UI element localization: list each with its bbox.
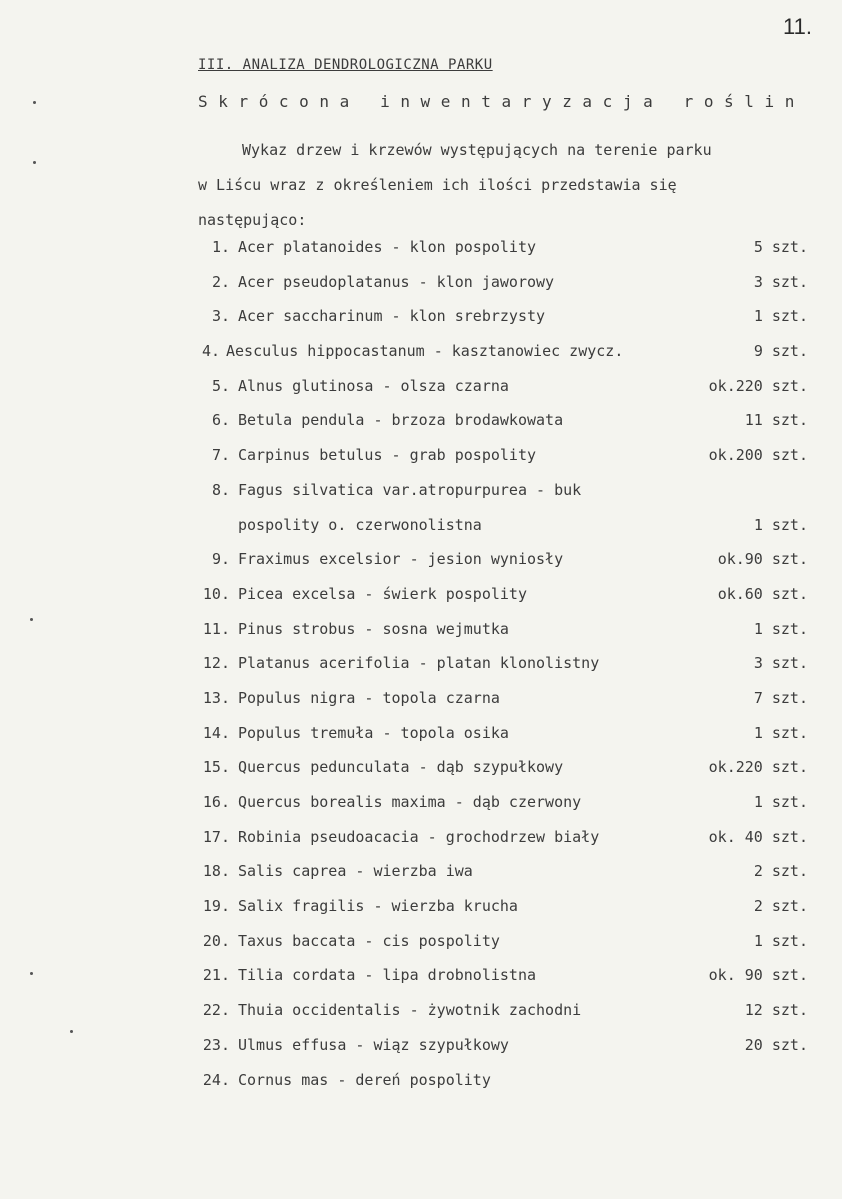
item-name: Populus nigra - topola czarna xyxy=(238,688,500,707)
item-name: Robinia pseudoacacia - grochodrzew biały xyxy=(238,827,600,846)
item-quantity: 9 szt. xyxy=(753,342,808,361)
item-quantity: ok.60 szt. xyxy=(717,584,808,603)
list-item xyxy=(0,516,842,551)
item-number: 9. xyxy=(211,550,230,569)
list-item xyxy=(0,585,842,620)
list-item xyxy=(0,550,842,585)
item-quantity: 1 szt. xyxy=(753,515,808,534)
list-item xyxy=(0,411,842,446)
list-item xyxy=(0,932,842,967)
item-quantity: 2 szt. xyxy=(753,897,808,916)
item-number: 19. xyxy=(202,897,230,916)
item-name: Betula pendula - brzoza brodawkowata xyxy=(238,411,564,430)
list-item xyxy=(0,273,842,308)
item-name: Salix fragilis - wierzba krucha xyxy=(238,897,518,916)
list-item xyxy=(0,238,842,273)
list-item xyxy=(0,1071,842,1106)
item-name: Acer pseudoplatanus - klon jaworowy xyxy=(238,272,555,291)
item-number: 21. xyxy=(202,966,230,985)
item-name: Alnus glutinosa - olsza czarna xyxy=(238,376,509,395)
list-item xyxy=(0,654,842,689)
item-name: Fraximus excelsior - jesion wyniosły xyxy=(238,550,564,569)
item-name: Populus tremuła - topola osika xyxy=(238,723,509,742)
item-name: pospolity o. czerwonolistna xyxy=(238,515,482,534)
item-number: 3. xyxy=(211,307,230,326)
item-quantity: 20 szt. xyxy=(744,1035,808,1054)
list-item xyxy=(0,307,842,342)
item-number: 5. xyxy=(211,376,230,395)
list-item xyxy=(0,620,842,655)
intro-line: następująco: xyxy=(198,211,307,229)
item-quantity: 3 szt. xyxy=(753,272,808,291)
item-quantity: 11 szt. xyxy=(744,411,808,430)
item-quantity: 1 szt. xyxy=(753,793,808,811)
item-number: 11. xyxy=(202,619,230,638)
item-quantity: ok.220 szt. xyxy=(708,758,808,777)
margin-speck xyxy=(33,161,36,164)
item-quantity: ok.200 szt. xyxy=(708,446,808,465)
list-item xyxy=(0,758,842,793)
plant-list xyxy=(0,238,842,1105)
item-quantity: 7 szt. xyxy=(753,688,808,707)
list-item xyxy=(0,897,842,932)
margin-speck xyxy=(30,972,33,975)
item-number: 4. xyxy=(201,342,220,361)
item-number: 10. xyxy=(202,584,230,603)
item-number: 6. xyxy=(211,411,230,430)
item-number: 14. xyxy=(202,723,230,742)
item-name: Ulmus effusa - wiąz szypułkowy xyxy=(238,1035,509,1054)
item-quantity: ok. 40 szt. xyxy=(708,827,808,846)
list-item xyxy=(0,862,842,897)
item-name: Thuia occidentalis - żywotnik zachodni xyxy=(238,1001,582,1020)
list-item xyxy=(0,377,842,412)
intro-paragraph xyxy=(198,133,798,238)
item-name: Acer platanoides - klon pospolity xyxy=(238,238,537,256)
item-name: Fagus silvatica var.atropurpurea - buk xyxy=(238,480,582,499)
item-quantity: ok.220 szt. xyxy=(708,376,808,395)
item-number: 17. xyxy=(202,827,230,846)
margin-speck xyxy=(30,618,33,621)
item-name: Quercus borealis maxima - dąb czerwony xyxy=(238,793,582,811)
list-item xyxy=(0,793,842,828)
list-item xyxy=(0,828,842,863)
item-quantity: 12 szt. xyxy=(744,1001,808,1020)
intro-line: w Liścu wraz z określeniem ich ilości przedstawia się xyxy=(198,176,677,194)
intro-line: Wykaz drzew i krzewów występujących na terenie parku xyxy=(242,141,712,159)
list-item xyxy=(0,724,842,759)
item-quantity: 5 szt. xyxy=(753,238,808,256)
item-name: Tilia cordata - lipa drobnolistna xyxy=(238,966,537,985)
item-number: 2. xyxy=(211,272,230,291)
item-quantity: 2 szt. xyxy=(753,862,808,881)
item-name: Carpinus betulus - grab pospolity xyxy=(238,446,537,465)
list-item xyxy=(0,1001,842,1036)
item-name: Taxus baccata - cis pospolity xyxy=(238,931,500,950)
page-number: 11. xyxy=(783,14,812,39)
item-number: 15. xyxy=(202,758,230,777)
item-quantity: 1 szt. xyxy=(753,723,808,742)
item-name: Quercus pedunculata - dąb szypułkowy xyxy=(238,758,564,777)
item-name: Aesculus hippocastanum - kasztanowiec zwycz. xyxy=(226,342,624,361)
item-number: 13. xyxy=(202,688,230,707)
item-quantity: 1 szt. xyxy=(753,931,808,950)
list-item xyxy=(0,1036,842,1071)
item-number: 16. xyxy=(202,793,230,811)
item-name: Pinus strobus - sosna wejmutka xyxy=(238,619,509,638)
item-quantity: ok. 90 szt. xyxy=(708,966,808,985)
section-subheading: Skrócona inwentaryzacja roślin xyxy=(198,92,805,111)
item-quantity: 1 szt. xyxy=(753,619,808,638)
list-item xyxy=(0,446,842,481)
item-number: 8. xyxy=(211,480,230,499)
item-number: 7. xyxy=(211,446,230,465)
list-item xyxy=(0,966,842,1001)
margin-speck xyxy=(70,1030,73,1033)
item-number: 22. xyxy=(202,1001,230,1020)
item-name: Platanus acerifolia - platan klonolistny xyxy=(238,654,600,673)
item-name: Picea excelsa - świerk pospolity xyxy=(238,584,527,603)
item-name: Acer saccharinum - klon srebrzysty xyxy=(238,307,546,326)
item-name: Cornus mas - dereń pospolity xyxy=(238,1070,491,1089)
list-item xyxy=(0,481,842,516)
item-name: Salis caprea - wierzba iwa xyxy=(238,862,473,881)
item-quantity: 1 szt. xyxy=(753,307,808,326)
item-number: 23. xyxy=(202,1035,230,1054)
margin-speck xyxy=(33,101,36,104)
item-number: 1. xyxy=(211,238,230,256)
item-number: 20. xyxy=(202,931,230,950)
item-number: 18. xyxy=(202,862,230,881)
item-quantity: 3 szt. xyxy=(753,654,808,673)
item-quantity: ok.90 szt. xyxy=(717,550,808,569)
list-item xyxy=(0,689,842,724)
list-item xyxy=(0,342,842,377)
item-number: 12. xyxy=(202,654,230,673)
section-heading: III. ANALIZA DENDROLOGICZNA PARKU xyxy=(198,57,493,73)
item-number: 24. xyxy=(202,1070,230,1089)
